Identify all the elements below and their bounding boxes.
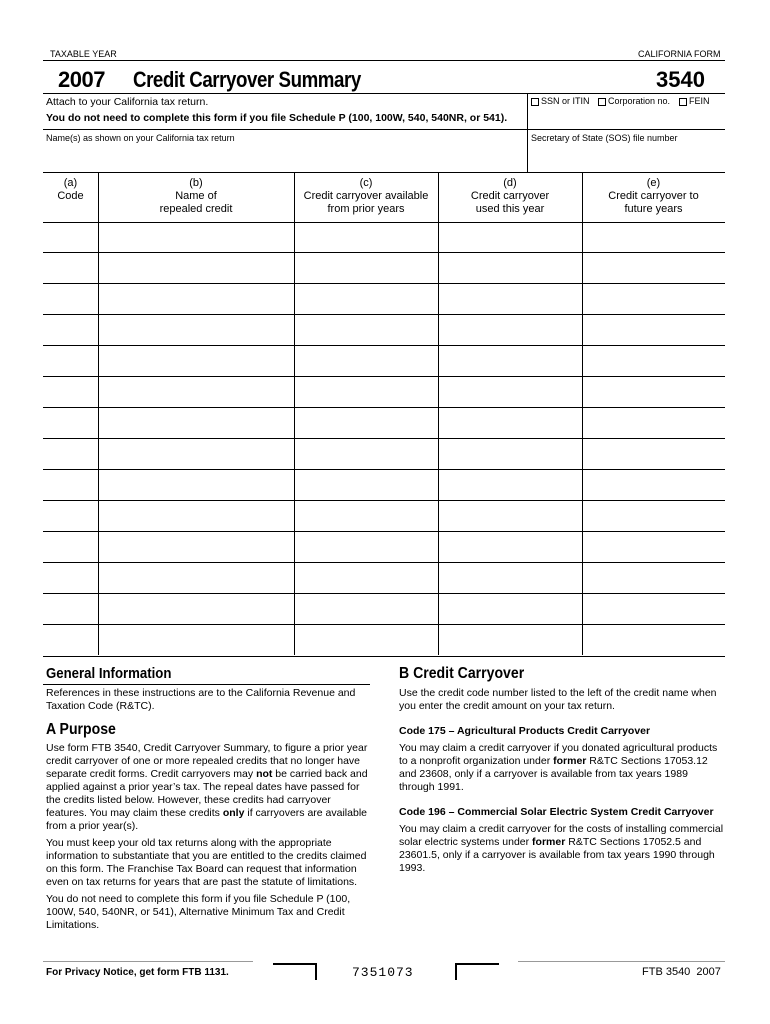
purpose-paragraph-2: You must keep your old tax returns along with the appropriate information to substantiate that you are entitled to the credits claimed on this form. The Franchise Tax Board can request that information even on tax returns for years that are past the statute of limitations. [46,837,367,888]
table-cell-c[interactable] [294,408,438,439]
table-cell-a[interactable] [43,470,98,501]
col-divider-1 [98,172,99,222]
table-cell-e[interactable] [582,501,725,532]
table-cell-c[interactable] [294,377,438,408]
sos-field[interactable] [528,145,725,170]
no-need-note: You do not need to complete this form if you file Schedule P (100, 100W, 540, 540NR, or 541). [46,112,508,124]
code-175-heading: Code 175 – Agricultural Products Credit Carryover [399,725,651,737]
table-cell-a[interactable] [43,315,98,346]
table-cell-a[interactable] [43,408,98,439]
table-cell-d[interactable] [438,253,582,284]
table-cell-b[interactable] [98,563,294,594]
footer-rule-left [43,961,253,962]
table-cell-e[interactable] [582,377,725,408]
table-row [43,315,725,346]
table-cell-d[interactable] [438,470,582,501]
corporation-option[interactable]: Corporation no. [598,96,670,106]
table-cell-b[interactable] [98,501,294,532]
carryover-heading: B Credit Carryover [399,665,525,682]
table-bottom-rule [43,656,725,657]
purpose-paragraph-1: Use form FTB 3540, Credit Carryover Summary, to figure a prior year credit carryover of one or more repealed credits that no longer have separate credit forms. Credit carryovers may not be carried back and applied against a prior year’s tax. The repeal dates have passed for the credits listed below. However, these credits had carryover features. You may claim these credits only if carryovers are available from a prior year(s). [46,742,368,832]
table-cell-c[interactable] [294,346,438,377]
registration-mark-left-side [315,963,317,980]
table-cell-c[interactable] [294,253,438,284]
name-field[interactable] [43,145,527,170]
table-cell-e[interactable] [582,253,725,284]
ssn-checkbox[interactable] [531,98,539,106]
table-cell-c[interactable] [294,315,438,346]
table-cell-e[interactable] [582,346,725,377]
table-cell-b[interactable] [98,594,294,625]
table-row [43,501,725,532]
table-cell-c[interactable] [294,222,438,253]
column-b-header: (b) Name of repealed credit [159,177,233,215]
table-cell-b[interactable] [98,284,294,315]
table-cell-b[interactable] [98,625,294,656]
table-cell-c[interactable] [294,594,438,625]
table-cell-b[interactable] [98,532,294,563]
table-row [43,284,725,315]
table-row [43,408,725,439]
table-cell-e[interactable] [582,408,725,439]
table-cell-e[interactable] [582,222,725,253]
table-cell-d[interactable] [438,315,582,346]
table-cell-c[interactable] [294,563,438,594]
table-cell-a[interactable] [43,222,98,253]
table-cell-a[interactable] [43,625,98,656]
table-cell-e[interactable] [582,594,725,625]
column-e-header: (e) Credit carryover to future years [608,177,699,215]
code-196-heading: Code 196 – Commercial Solar Electric System Credit Carryover [399,806,714,818]
table-cell-b[interactable] [98,470,294,501]
table-cell-d[interactable] [438,377,582,408]
table-row [43,439,725,470]
sos-label: Secretary of State (SOS) file number [531,133,678,143]
col-divider-3 [438,172,439,222]
table-cell-a[interactable] [43,563,98,594]
table-row [43,470,725,501]
title-rule [43,93,725,94]
tax-year: 2007 [58,67,105,92]
form-title: Credit Carryover Summary [133,67,361,92]
column-c-header: (c) Credit carryover available from prior years [303,177,429,215]
corporation-checkbox[interactable] [598,98,606,106]
table-cell-a[interactable] [43,377,98,408]
registration-mark-right-side [455,963,457,980]
table-cell-a[interactable] [43,594,98,625]
col-divider-4 [582,172,583,222]
carryover-intro: Use the credit code number listed to the left of the credit name when you enter the credit amount on your tax return. [399,687,717,712]
table-cell-b[interactable] [98,253,294,284]
code-175-text: You may claim a credit carryover if you donated agricultural products to a nonprofit organization under former R&TC Sections 17053.12 and 23608, only if a carryover is available from tax years 1989 through 1991. [399,742,718,793]
table-cell-e[interactable] [582,563,725,594]
name-row-top-rule [43,129,725,130]
general-info-text: References in these instructions are to the California Revenue and Taxation Code (R&TC). [46,687,356,712]
attach-note: Attach to your California tax return. [46,96,209,108]
table-cell-e[interactable] [582,625,725,656]
form-id-footer: FTB 3540 2007 [642,966,721,978]
column-a-header: (a) Code [57,177,84,202]
table-cell-a[interactable] [43,284,98,315]
footer-rule-right [518,961,725,962]
table-cell-e[interactable] [582,439,725,470]
column-d-header: (d) Credit carryover used this year [470,177,550,215]
table-row [43,594,725,625]
table-cell-e[interactable] [582,284,725,315]
table-cell-a[interactable] [43,439,98,470]
table-cell-d[interactable] [438,439,582,470]
table-row [43,222,725,253]
table-cell-b[interactable] [98,377,294,408]
fein-option[interactable]: FEIN [679,96,710,106]
purpose-paragraph-3: You do not need to complete this form if you file Schedule P (100, 100W, 540, 540NR, or 541), Alternative Minimum Tax and Credit Limitations. [46,893,351,931]
table-cell-c[interactable] [294,284,438,315]
table-cell-b[interactable] [98,439,294,470]
general-info-heading: General Information [46,665,172,682]
header-rule [43,60,725,61]
table-row [43,625,725,656]
col-divider-2 [294,172,295,222]
table-cell-c[interactable] [294,501,438,532]
table-cell-e[interactable] [582,470,725,501]
table-cell-b[interactable] [98,315,294,346]
general-info-rule [43,684,370,685]
name-label: Name(s) as shown on your California tax return [46,133,235,143]
table-row [43,563,725,594]
table-cell-e[interactable] [582,532,725,563]
table-cell-d[interactable] [438,222,582,253]
table-cell-c[interactable] [294,625,438,656]
table-cell-c[interactable] [294,439,438,470]
barcode-number: 7351073 [352,965,414,980]
table-cell-a[interactable] [43,346,98,377]
california-form-label: CALIFORNIA FORM [638,49,721,59]
registration-mark-left-top [273,963,317,965]
form-number: 3540 [656,67,705,92]
table-cell-a[interactable] [43,501,98,532]
table-cell-d[interactable] [438,594,582,625]
privacy-notice: For Privacy Notice, get form FTB 1131. [46,967,229,978]
table-cell-d[interactable] [438,563,582,594]
table-cell-e[interactable] [582,315,725,346]
table-cell-a[interactable] [43,532,98,563]
table-cell-d[interactable] [438,501,582,532]
table-cell-c[interactable] [294,470,438,501]
table-cell-d[interactable] [438,284,582,315]
name-row-bottom-rule [43,172,725,173]
table-cell-c[interactable] [294,532,438,563]
table-cell-d[interactable] [438,346,582,377]
taxable-year-label: TAXABLE YEAR [50,49,117,59]
credit-carryover-table [43,222,725,655]
table-row [43,532,725,563]
table-row [43,253,725,284]
table-cell-d[interactable] [438,532,582,563]
table-cell-b[interactable] [98,222,294,253]
table-row [43,377,725,408]
table-cell-b[interactable] [98,408,294,439]
code-196-text: You may claim a credit carryover for the costs of installing commercial solar electric systems under former R&TC Sections 17052.5 and 23601.5, only if a carryover is available from tax years 1990 through 1993. [399,823,724,874]
table-cell-d[interactable] [438,408,582,439]
table-cell-d[interactable] [438,625,582,656]
table-cell-a[interactable] [43,253,98,284]
purpose-heading: A Purpose [46,721,116,738]
ssn-option[interactable]: SSN or ITIN [531,96,590,106]
table-row [43,346,725,377]
registration-mark-right-top [455,963,499,965]
table-cell-b[interactable] [98,346,294,377]
fein-checkbox[interactable] [679,98,687,106]
